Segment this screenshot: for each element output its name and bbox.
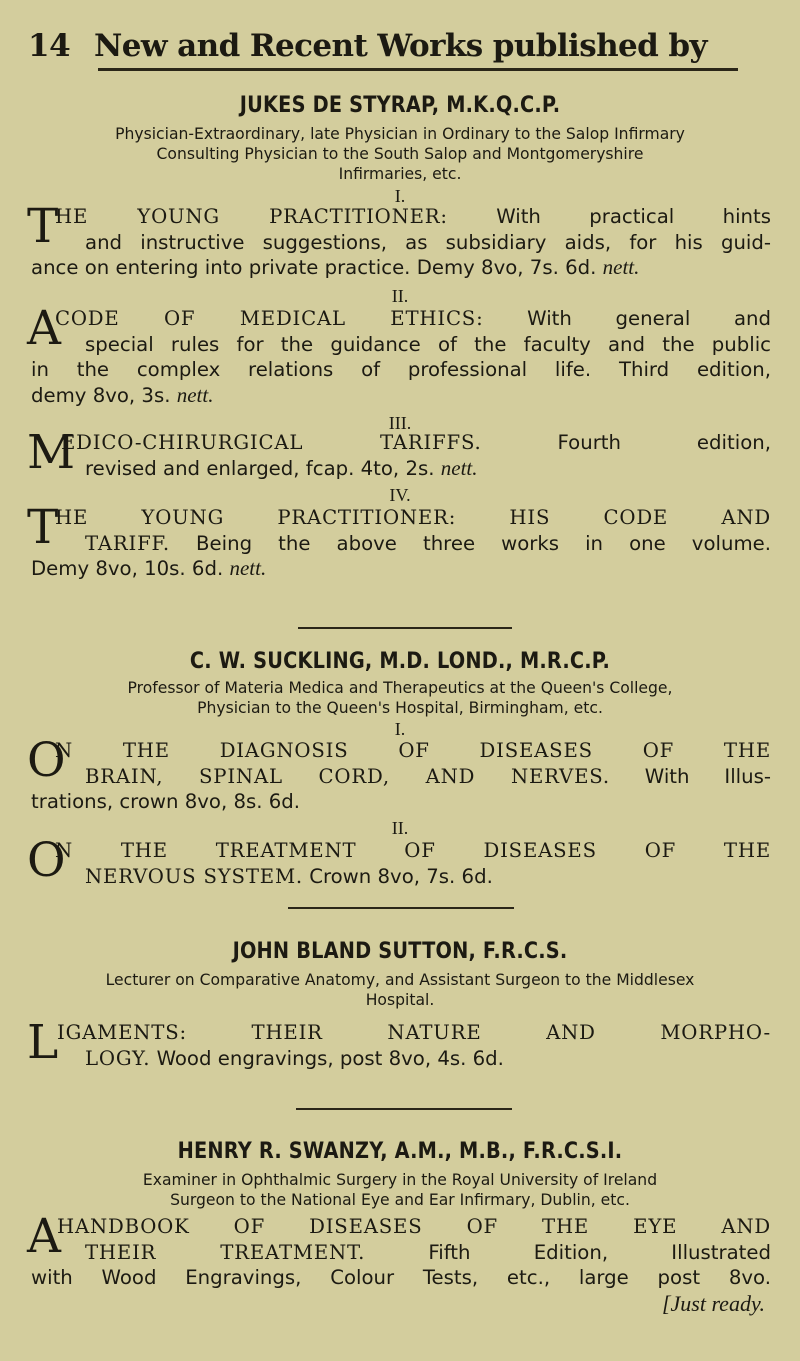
section-divider: [298, 627, 512, 629]
author-description: Infirmaries, etc.: [338, 165, 462, 183]
book-entry: T HE YOUNG PRACTITIONER: HIS CODE AND TARIFF. Being the above three works in one volume. Demy 8vo, 10s. 6d. nett.: [27, 500, 771, 580]
author-heading: C. W. SUCKLING, M.D. LOND., M.R.C.P.: [189, 648, 611, 674]
work-numeral: II.: [391, 286, 409, 306]
drop-cap: L: [27, 1015, 59, 1070]
author-heading: JOHN BLAND SUTTON, F.R.C.S.: [232, 938, 568, 964]
author-description: Hospital.: [365, 991, 435, 1009]
drop-cap: T: [27, 199, 59, 254]
book-entry: M EDICO-CHIRURGICAL TARIFFS. Fourth edition, revised and enlarged, fcap. 4to, 2s. nett.: [27, 425, 771, 480]
header-rule: [98, 68, 738, 71]
author-heading: JUKES DE STYRAP, M.K.Q.C.P.: [239, 92, 561, 118]
author-description: Lecturer on Comparative Anatomy, and Assistant Surgeon to the Middlesex: [105, 971, 695, 989]
running-title: New and Recent Works published by: [94, 28, 707, 64]
page-number: 14: [28, 28, 71, 64]
author-description: Physician-Extraordinary, late Physician in Ordinary to the Salop Infirmary: [115, 125, 685, 143]
author-description: Examiner in Ophthalmic Surgery in the Royal University of Ireland: [142, 1171, 658, 1189]
section-divider: [288, 907, 514, 909]
page-header: [28, 28, 760, 68]
book-entry: O N THE TREATMENT OF DISEASES OF THE NERVOUS SYSTEM. Crown 8vo, 7s. 6d.: [27, 833, 771, 888]
book-entry: A CODE OF MEDICAL ETHICS: With general and special rules for the guidance of the faculty and the public in the complex relations of professional life. Third edition, demy 8vo, 3s. nett.: [27, 301, 771, 407]
author-heading: HENRY R. SWANZY, A.M., M.B., F.R.C.S.I.: [177, 1138, 623, 1164]
drop-cap: A: [27, 1209, 61, 1264]
work-numeral: I.: [394, 719, 406, 739]
book-entry: T HE YOUNG PRACTITIONER: With practical hints and instructive suggestions, as subsidiary aids, for his guid- ance on entering into private practice. Demy 8vo, 7s. 6d. nett.: [27, 199, 771, 279]
drop-cap: T: [27, 500, 59, 555]
work-numeral: III.: [388, 413, 412, 433]
section-divider: [296, 1108, 512, 1110]
drop-cap: M: [27, 425, 76, 480]
book-entry: A HANDBOOK OF DISEASES OF THE EYE AND THEIR TREATMENT. Fifth Edition, Illustrated with Wood Engravings, Colour Tests, etc., large post 8vo. [Just ready.: [27, 1209, 771, 1316]
work-numeral: II.: [391, 818, 409, 838]
author-description: Consulting Physician to the South Salop and Montgomeryshire: [156, 145, 644, 163]
drop-cap: O: [27, 833, 66, 888]
drop-cap: A: [27, 301, 61, 356]
work-numeral: IV.: [389, 485, 411, 505]
author-description: Professor of Materia Medica and Therapeutics at the Queen's College,: [127, 679, 673, 697]
author-description: Surgeon to the National Eye and Ear Infirmary, Dublin, etc.: [170, 1191, 630, 1209]
book-entry: O N THE DIAGNOSIS OF DISEASES OF THE BRAIN, SPINAL CORD, AND NERVES. With Illus- trations, crown 8vo, 8s. 6d.: [27, 733, 771, 813]
author-description: Physician to the Queen's Hospital, Birmingham, etc.: [197, 699, 603, 717]
drop-cap: O: [27, 733, 66, 788]
work-numeral: I.: [394, 186, 406, 206]
book-entry: L IGAMENTS: THEIR NATURE AND MORPHO- LOGY. Wood engravings, post 8vo, 4s. 6d.: [27, 1015, 771, 1070]
availability-note: [Just ready.: [661, 1290, 765, 1316]
